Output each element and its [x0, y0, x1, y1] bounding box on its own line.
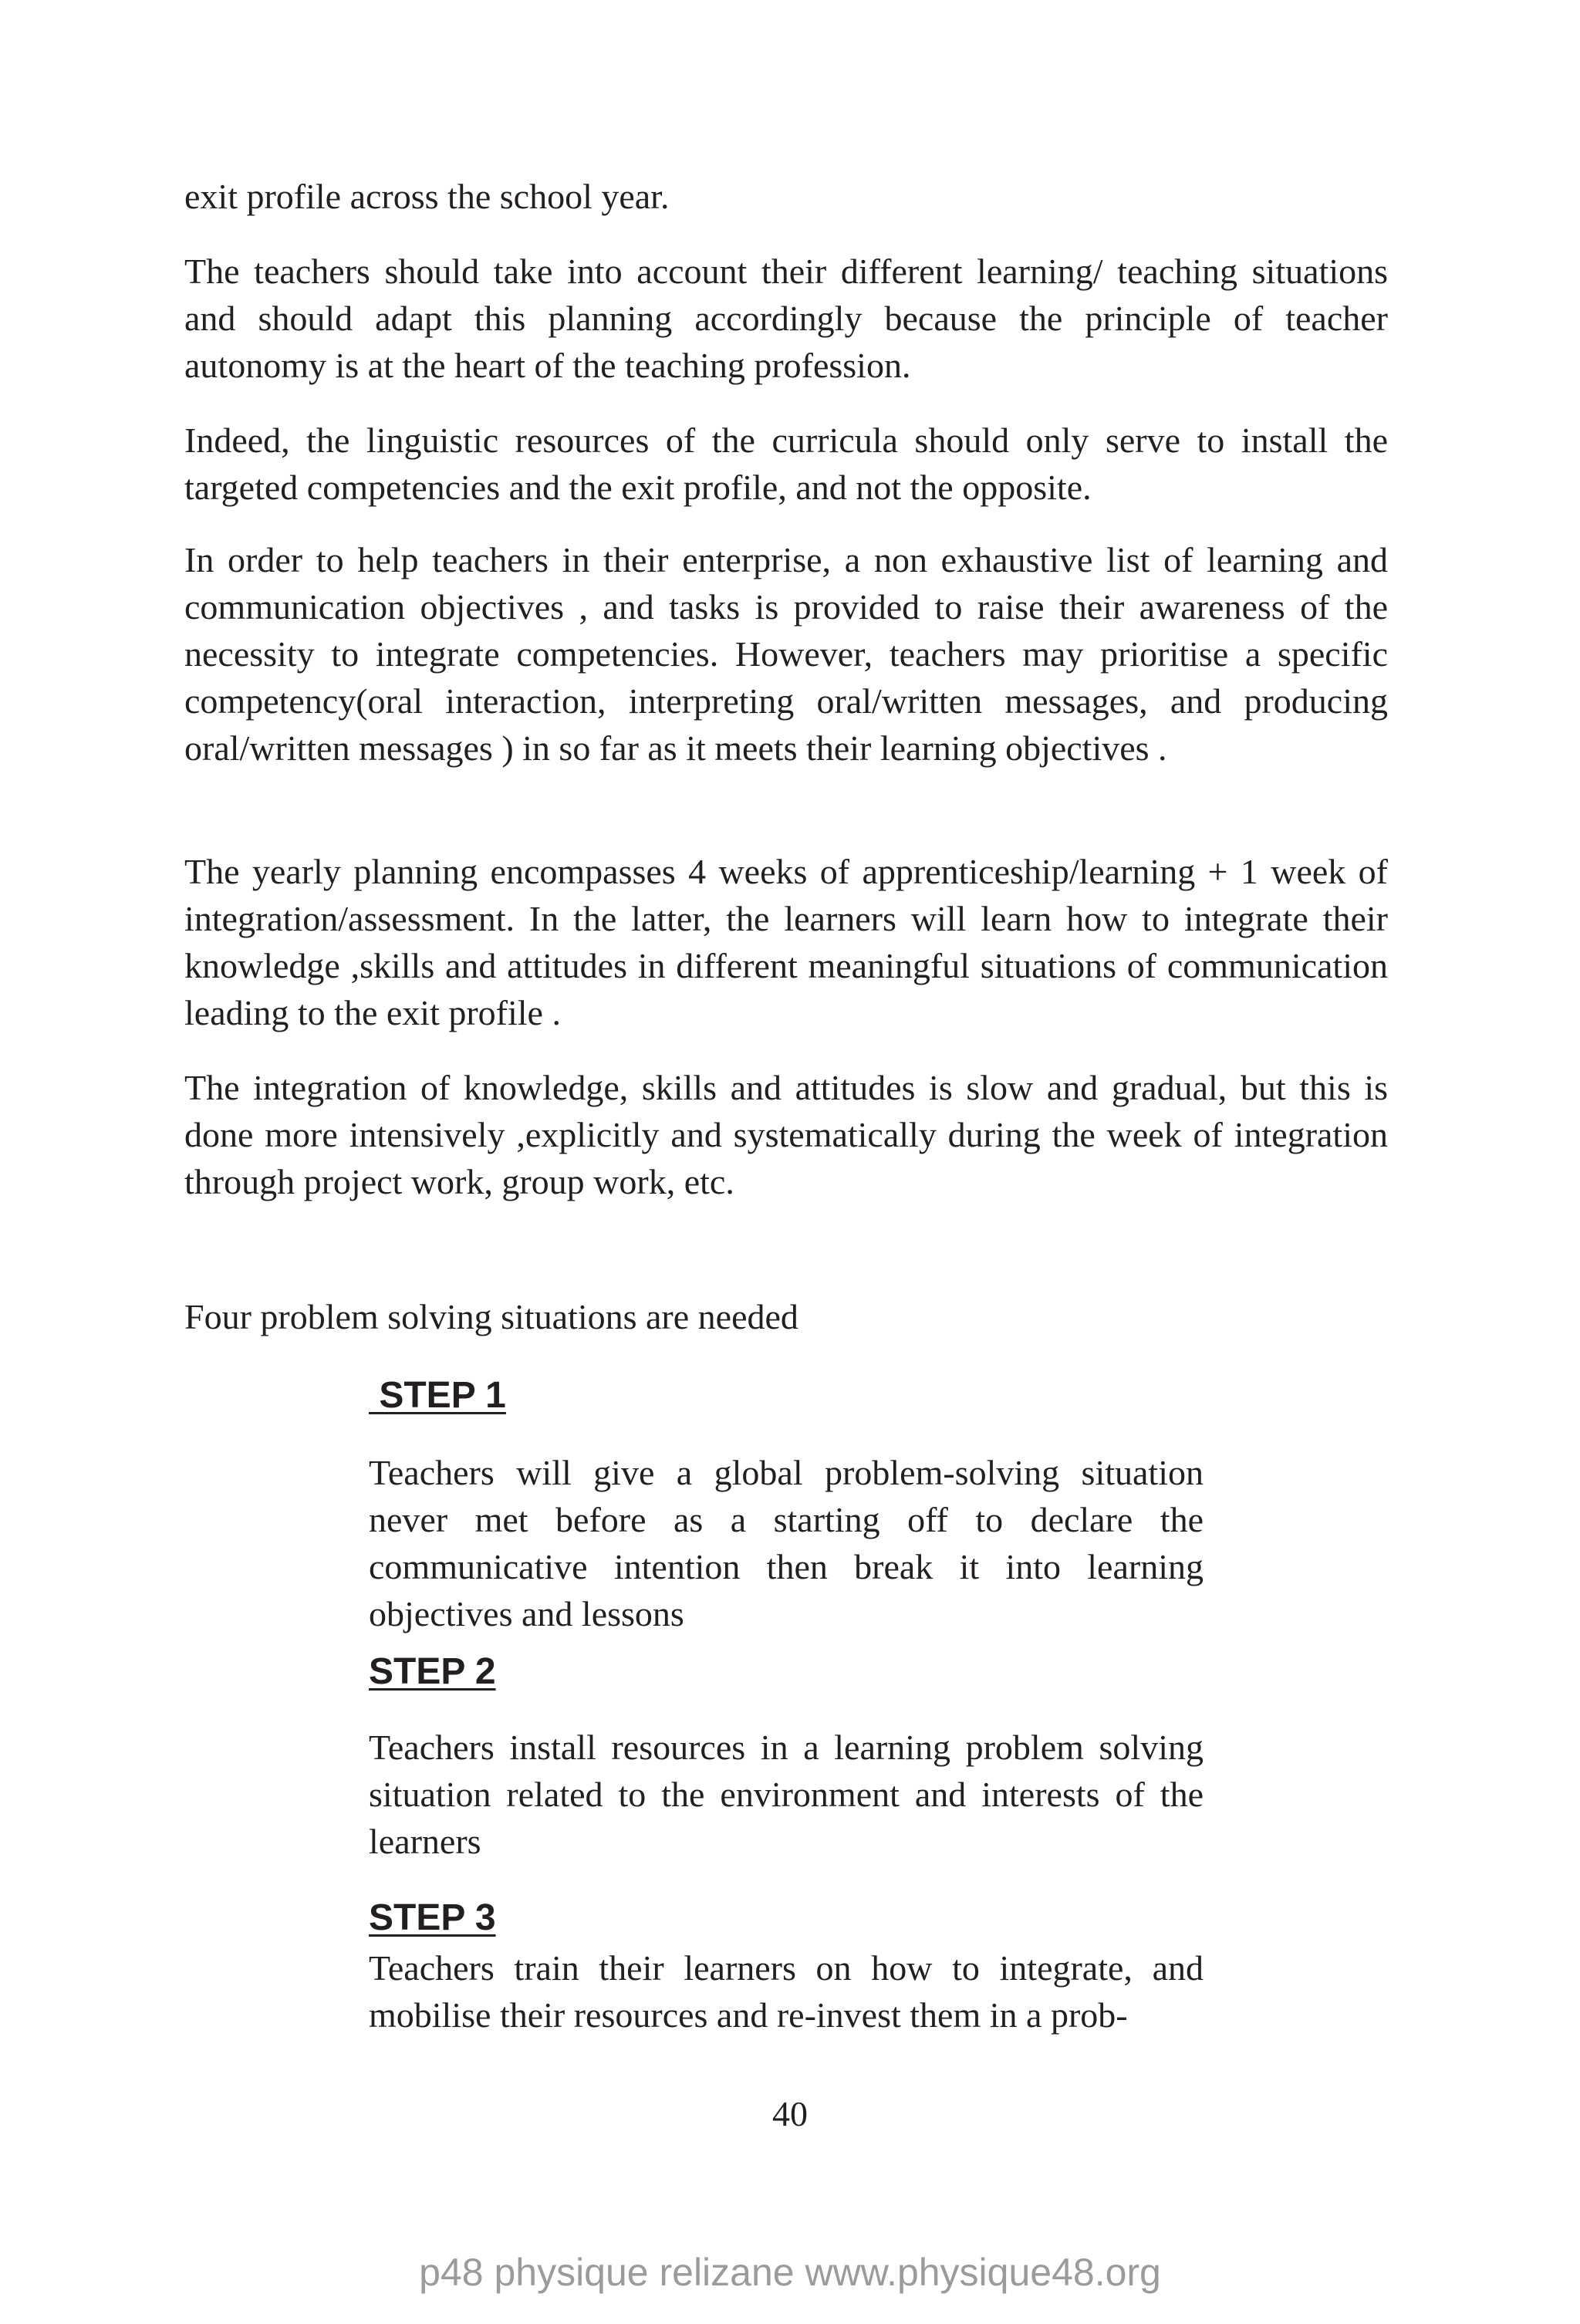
step-1-heading: STEP 1	[369, 1375, 506, 1416]
paragraph-exit-profile: exit profile across the school year.	[184, 177, 670, 216]
paragraph-teacher-autonomy: The teachers should take into account their different learning/ teaching situations and should adapt this planning accordingly because the principle of teacher autonomy is at the heart of the teaching profession.	[184, 252, 1388, 385]
step-2-text: Teachers install resources in a learning problem solving situation related to the environment and interests of the learners	[369, 1728, 1204, 1861]
step-1-text: Teachers will give a global problem-solving situation never met before as a starting off to declare the communicative intention then break it into learning objectives and lessons	[369, 1453, 1204, 1633]
page-number: 40	[772, 2094, 808, 2133]
step-3-text: Teachers train their learners on how to integrate, and mobilise their resources and re-invest them in a prob-	[369, 1948, 1204, 2035]
paragraph-objectives-list: In order to help teachers in their enterprise, a non exhaustive list of learning and communication objectives , and tasks is provided to raise their awareness of the necessity to integrate competencies. However, teachers may prioritise a specific competency(oral interaction, interpreting oral/written messages, and producing oral/written messages ) in so far as it meets their learning objectives .	[184, 540, 1388, 768]
step-3-heading: STEP 3	[369, 1897, 496, 1938]
paragraph-problem-solving-intro: Four problem solving situations are needed	[184, 1297, 798, 1336]
step-2-heading: STEP 2	[369, 1651, 496, 1692]
watermark-text: p48 physique relizane www.physique48.org	[419, 2251, 1161, 2294]
paragraph-linguistic-resources: Indeed, the linguistic resources of the curricula should only serve to install the targeted competencies and the exit profile, and not the opposite.	[184, 421, 1388, 507]
paragraph-integration: The integration of knowledge, skills and attitudes is slow and gradual, but this is done more intensively ,explicitly and systematically during the week of integration through project work, group work, etc.	[184, 1068, 1388, 1201]
paragraph-yearly-planning: The yearly planning encompasses 4 weeks of apprenticeship/learning + 1 week of integration/assessment. In the latter, the learners will learn how to integrate their knowledge ,skills and attitudes in different meaningful situations of communication leading to the exit profile .	[184, 852, 1388, 1032]
